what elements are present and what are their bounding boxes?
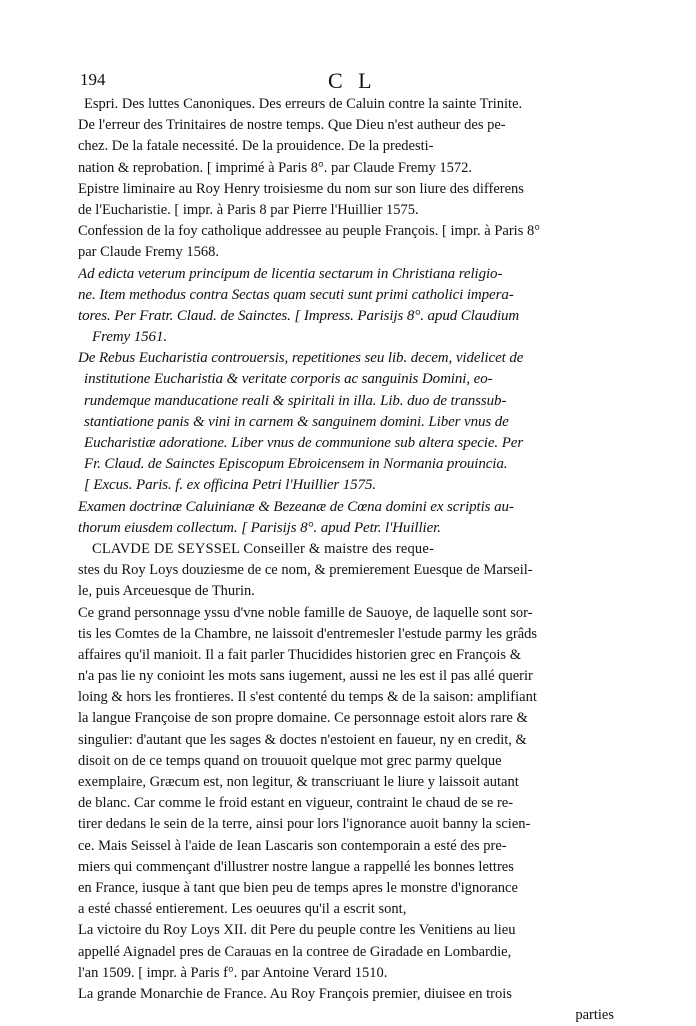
text-line: institutione Eucharistia & veritate corporis ac sanguinis Domini, eo- xyxy=(84,371,493,388)
text-line: appellé Aignadel pres de Carauas en la contree de Giradade en Lombardie, xyxy=(78,943,512,960)
text-line: Confession de la foy catholique addressee au peuple François. [ impr. à Paris 8° xyxy=(78,223,541,240)
running-head xyxy=(80,70,620,96)
text-line: tores. Per Fratr. Claud. de Sainctes. [ Impress. Parisijs 8°. apud Claudium xyxy=(78,307,520,324)
text-line: singulier: d'autant que les sages & doctes n'estoient en faueur, ny en credit, & xyxy=(78,731,527,748)
text-line: rundemque manducatione reali & spiritali in illa. Lib. duo de transsub- xyxy=(84,392,507,409)
page-text xyxy=(78,94,618,1026)
text-line: De Rebus Eucharistia controuersis, repetitiones seu lib. decem, videlicet de xyxy=(78,350,524,367)
text-line: Espri. Des luttes Canoniques. Des erreurs de Caluin contre la sainte Trinite. xyxy=(84,96,523,112)
text-line: Fremy 1561. xyxy=(92,329,167,346)
text-line: ne. Item methodus contra Sectas quam secuti sunt primi catholici impera- xyxy=(78,286,514,303)
text-line: miers qui commençant d'illustrer nostre langue a rappellé les bonnes lettres xyxy=(78,858,514,875)
text-line: Examen doctrinæ Caluinianæ & Bezeanæ de Cœna domini ex scriptis au- xyxy=(78,498,514,515)
text-line: nation & reprobation. [ imprimé à Paris 8°. par Claude Fremy 1572. xyxy=(78,159,472,176)
text-line: tis les Comtes de la Chambre, ne laissoit d'entremesler l'estude parmy les grâds xyxy=(78,625,538,642)
text-line: affaires qu'il manioit. Il a fait parler Thucidides historien grec en François & xyxy=(78,646,521,663)
text-line: ce. Mais Seissel à l'aide de Iean Lascaris son contemporain a esté des pre- xyxy=(78,837,507,854)
text-line: Eucharistiæ adoratione. Liber vnus de communione sub altera specie. Per xyxy=(84,435,524,451)
text-line: exemplaire, Græcum est, non legitur, & transcriuant le liure y laissoit autant xyxy=(78,774,519,790)
text-line: stantiatione panis & vini in carnem & sanguinem domini. Liber vnus de xyxy=(84,413,509,430)
text-line: disoit on de ce temps quand on trouuoit quelque mot grec parmy quelque xyxy=(78,752,502,769)
text-line: De l'erreur des Trinitaires de nostre temps. Que Dieu n'est autheur des pe- xyxy=(78,117,506,134)
text-line: loing & hors les frontieres. Il s'est contenté du temps & de la saison: amplifiant xyxy=(78,689,537,706)
text-line: par Claude Fremy 1568. xyxy=(78,244,219,261)
text-line: le, puis Arceuesque de Thurin. xyxy=(78,583,255,600)
text-line: Ce grand personnage yssu d'vne noble famille de Sauoye, de laquelle sont sor- xyxy=(78,604,533,621)
text-line: tirer dedans le sein de la terre, ainsi pour lors l'ignorance auoit banny la scien- xyxy=(78,816,531,833)
text-line: n'a pas lie ny conioint les mots sans iugement, aussi ne les est il pas allé querir xyxy=(78,668,533,685)
text-line: l'an 1509. [ impr. à Paris f°. par Antoine Verard 1510. xyxy=(78,964,388,981)
text-line: Epistre liminaire au Roy Henry troisiesme du nom sur son liure des differens xyxy=(78,180,524,197)
text-line: La victoire du Roy Loys XII. dit Pere du peuple contre les Venitiens au lieu xyxy=(78,922,516,939)
page-number: 194 xyxy=(80,70,106,89)
text-line: La grande Monarchie de France. Au Roy François premier, diuisee en trois xyxy=(78,985,512,1002)
text-line: thorum eiusdem collectum. [ Parisijs 8°. apud Petr. l'Huillier. xyxy=(78,519,441,536)
catchword: parties xyxy=(575,1007,614,1024)
text-line: chez. De la fatale necessité. De la prouidence. De la predesti- xyxy=(78,138,434,155)
section-letters: C L xyxy=(328,68,377,93)
text-line: Fr. Claud. de Sainctes Episcopum Ebroicensem in Normania prouincia. xyxy=(84,456,508,473)
text-line: en France, iusque à tant que bien peu de temps apres le monstre d'ignorance xyxy=(78,879,518,896)
text-line: de blanc. Car comme le froid estant en vigueur, contraint le chaud de se re- xyxy=(78,795,514,812)
text-line: Ad edicta veterum principum de licentia sectarum in Christiana religio- xyxy=(78,265,503,282)
text-line: stes du Roy Loys douziesme de ce nom, & premierement Euesque de Marseil- xyxy=(78,562,533,579)
text-line: a esté chassé entierement. Les oeuures qu'il a escrit sont, xyxy=(78,901,407,918)
text-line: CLAVDE DE SEYSSEL Conseiller & maistre des reque- xyxy=(92,540,435,557)
text-line: [ Excus. Paris. f. ex officina Petri l'Huillier 1575. xyxy=(84,477,377,494)
text-line: la langue Françoise de son propre domaine. Ce personnage estoit alors rare & xyxy=(78,710,528,727)
text-line: de l'Eucharistie. [ impr. à Paris 8 par Pierre l'Huillier 1575. xyxy=(78,201,419,218)
